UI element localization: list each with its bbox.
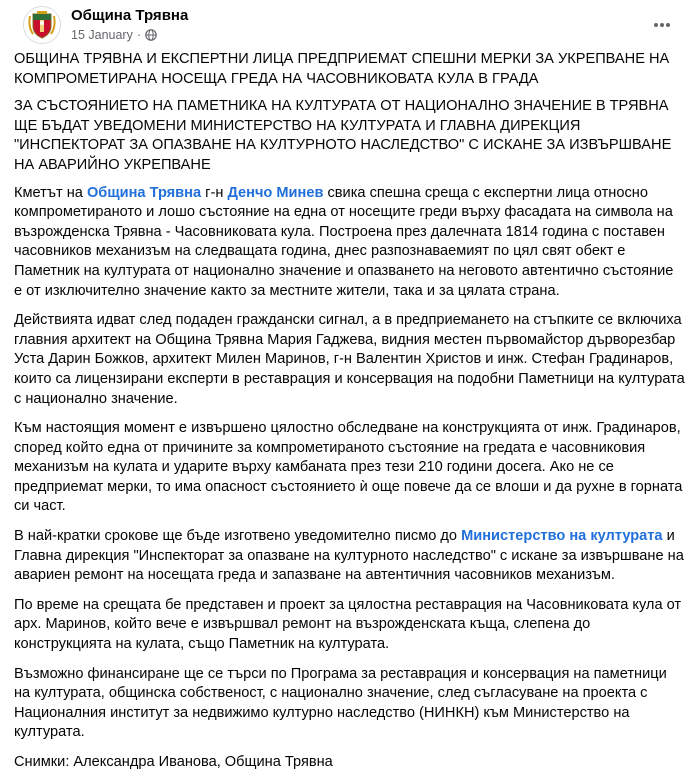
paragraph-text: Кметът на	[14, 184, 87, 201]
paragraph-text: свика спешна среща с експертни лица относно компрометираното и лошо състояние на една от носещите греди върху фасадата на символа на възрожденска Трявна - Часовниковата кула. Построена през далечната 1814 година с поставен часовников механизъм на следващата година, днес разпознаваемият по цял свят обект е Паметник на културата от национално значение и опазването на неговото автентично състояние е от изключително значение както за местните жители, така и за цялата страна.	[14, 184, 674, 299]
meta-separator: ·	[136, 28, 142, 42]
more-options-button[interactable]	[649, 12, 675, 38]
post-meta	[71, 28, 157, 42]
paragraph-text: и Главна дирекция "Инспекторат за опазване на културното наследство" с искане за извършване на авариен ремонт на носещата греда и запазване на автентичния часовников механизъм.	[14, 528, 684, 584]
post-subheadline: ЗА СЪСТОЯНИЕТО НА ПАМЕТНИКА НА КУЛТУРАТА ОТ НАЦИОНАЛНО ЗНАЧЕНИЕ В ТРЯВНА ЩЕ БЪДАТ УВЕДОМЕНИ МИНИСТЕРСТВО НА КУЛТУРАТА И ГЛАВНА ДИРЕКЦИЯ "ИНСПЕКТОРАТ ЗА ОПАЗВАНЕ НА КУЛТУРНОТО НАСЛЕДСТВО" С ИСКАНЕ ЗА ИЗВЪРШВАНЕ НА АВАРИЙНО УКРЕПВАНЕ	[14, 98, 672, 173]
post-text	[14, 50, 685, 773]
paragraph-text: г-н	[201, 184, 228, 201]
mention-dencho-minev[interactable]: Денчо Минев	[227, 184, 324, 201]
paragraph-text: В най-кратки срокове ще бъде изготвено уведомително писмо до	[14, 528, 462, 545]
coat-of-arms-icon	[24, 7, 60, 43]
page-avatar[interactable]	[23, 6, 61, 44]
paragraph-5: По време на срещата бе представен и проект за цялостна реставрация на Часовниковата кула от арх. Маринов, който вече е извършвал ремонт на възрожденската къща, слепена до конструкцията на кулата, също Паметник на културата.	[14, 596, 682, 653]
paragraph-2: Действията идват след подаден граждански сигнал, а в предприемането на стъпките се включиха главния архитект на Община Трявна Мария Гаджева, видния местен първомайстор дърворезбар Уста Дарин Божков, архитект Милен Маринов, г-н Валентин Христов и инж. Стефан Градинаров, които са лицензирани експерти в реставрация и консервация на подобни Паметници на културата с национално значение.	[14, 312, 685, 407]
photo-credits: Снимки: Александра Иванова, Община Трявна	[14, 754, 333, 770]
post-headline: ОБЩИНА ТРЯВНА И ЕКСПЕРТНИ ЛИЦА ПРЕДПРИЕМАТ СПЕШНИ МЕРКИ ЗА УКРЕПВАНЕ НА КОМПРОМЕТИРАНА НОСЕЩА ГРЕДА НА ЧАСОВНИКОВАТА КУЛА В ГРАДА	[14, 51, 670, 87]
mention-obshtina-tryavna[interactable]: Община Трявна	[86, 184, 202, 201]
globe-icon	[145, 29, 157, 41]
paragraph-6: Възможно финансиране ще се търси по Програма за реставрация и консервация на паметници на културата, общинска собственост, с национално значение, след съгласуване на проекта с Националния институт за недвижимо културно наследство (НИНКН) към Министерство на културата.	[14, 665, 667, 741]
paragraph-3: Към настоящия момент е извършено цялостно обследване на конструкцията от инж. Градинаров, според който една от причините за компрометираното състояние на гредата е часовниковия механизъм на кулата и ударите върху камбаната през тези 210 години досега. Ако не се предприемат мерки, то има опасност състоянието ѝ още повече да се влоши и да рухне в горната си част.	[14, 420, 683, 515]
paragraph-4	[14, 527, 685, 586]
post-header	[14, 0, 685, 50]
paragraph-1	[14, 184, 685, 302]
ellipsis-icon	[653, 22, 671, 28]
page-name-link[interactable]: Община Трявна	[71, 7, 189, 24]
mention-ministry-of-culture[interactable]: Министерство на културата	[461, 528, 663, 545]
post-date[interactable]: 15 January	[71, 28, 133, 42]
